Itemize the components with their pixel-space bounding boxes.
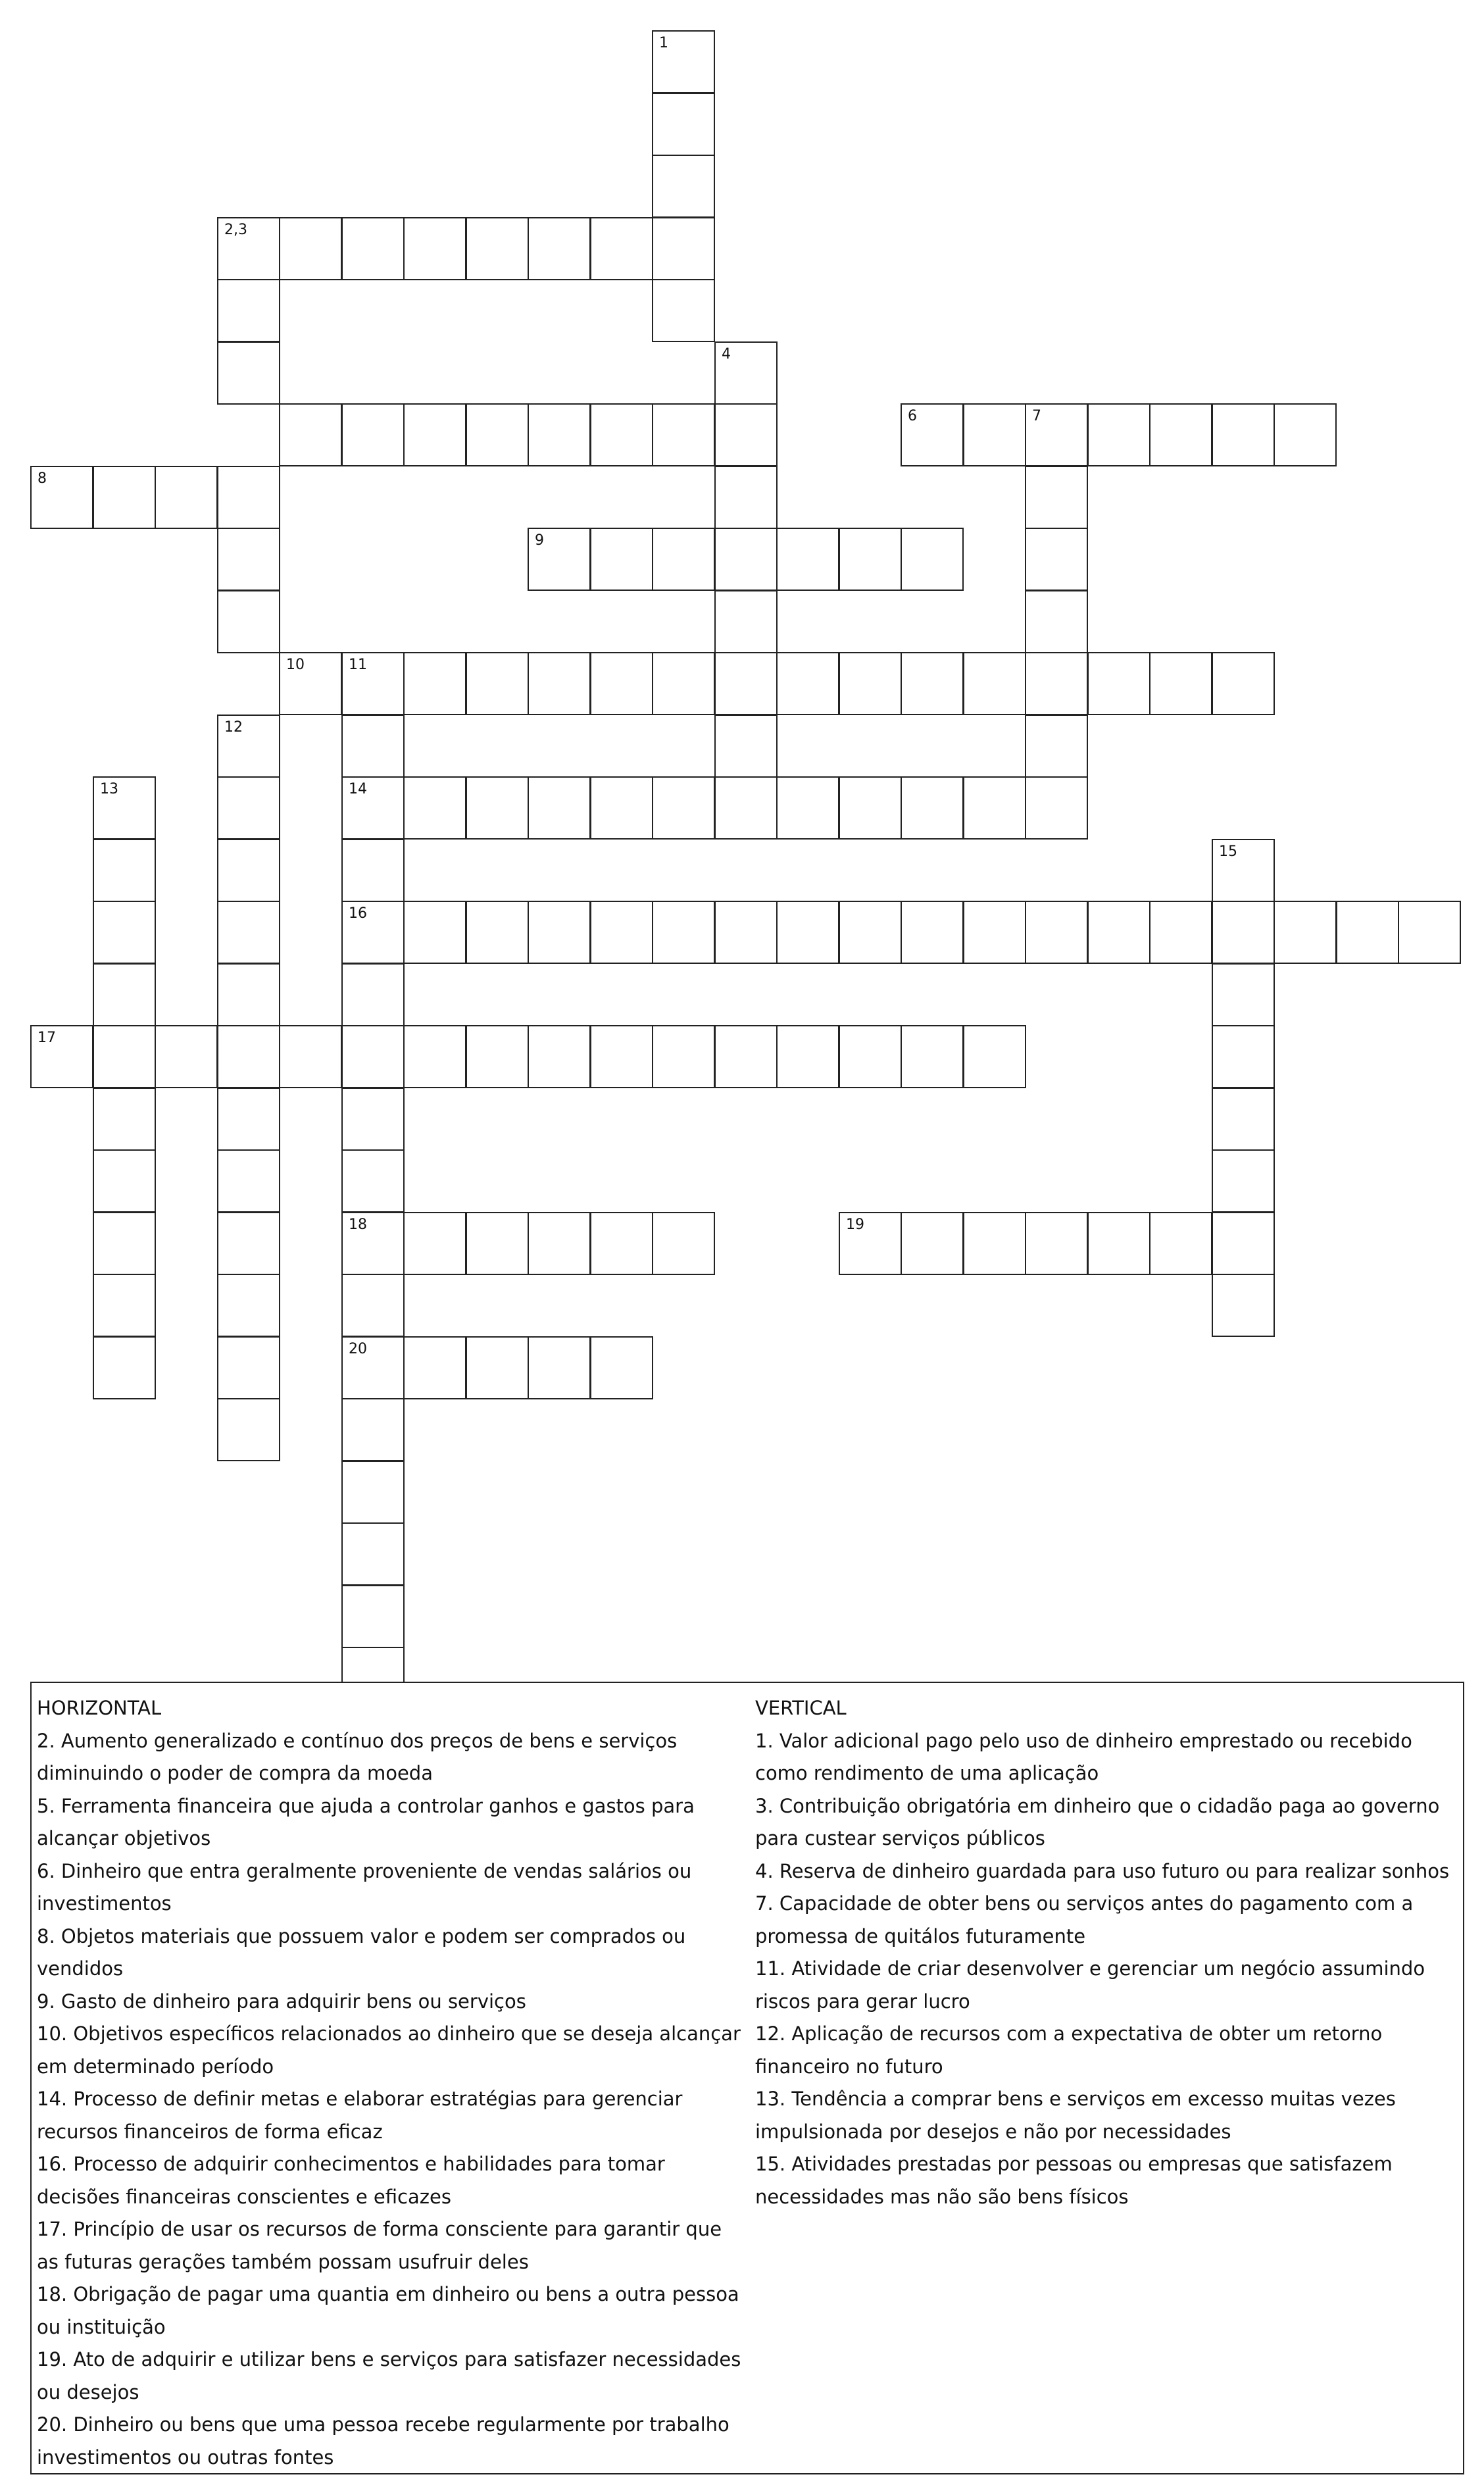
clue-vertical-7: 7. Capacidade de obter bens ou serviços antes do pagamento com a promessa de quitálos futuramente [755, 1892, 1414, 1947]
crossword-cell[interactable] [652, 93, 715, 156]
crossword-cell[interactable] [1212, 963, 1275, 1026]
crossword-cell[interactable] [901, 776, 964, 840]
crossword-cell[interactable] [217, 1212, 280, 1275]
crossword-cell[interactable] [1025, 466, 1088, 529]
crossword-cell[interactable] [776, 1025, 839, 1088]
crossword-cell[interactable] [528, 901, 591, 964]
vertical-clues [755, 1692, 1459, 2213]
clue-number: 8 [37, 470, 47, 487]
crossword-cell[interactable] [901, 528, 964, 591]
crossword-cell[interactable] [652, 1025, 715, 1088]
crossword-cell[interactable] [93, 1212, 156, 1275]
crossword-cell[interactable] [217, 590, 280, 653]
crossword-cell[interactable] [93, 839, 156, 902]
crossword-cell[interactable] [1212, 652, 1275, 715]
clue-vertical-12: 12. Aplicação de recursos com a expectativa de obter um retorno financeiro no futuro [755, 2022, 1383, 2078]
crossword-cell[interactable] [341, 403, 405, 466]
crossword-cell[interactable] [963, 1212, 1026, 1275]
crossword-cell[interactable] [1149, 901, 1212, 964]
clue-horizontal-6: 6. Dinheiro que entra geralmente proveniente de vendas salários ou investimentos [37, 1859, 692, 1915]
crossword-cell[interactable] [341, 1522, 405, 1586]
clue-number: 6 [908, 408, 917, 424]
crossword-cell[interactable] [652, 901, 715, 964]
clue-number: 17 [37, 1030, 56, 1046]
crossword-cell[interactable] [217, 1025, 280, 1088]
clue-horizontal-17: 17. Princípio de usar os recursos de forma consciente para garantir que as futuras gerações também possam usufruir deles [37, 2218, 722, 2273]
crossword-cell[interactable] [341, 1212, 405, 1275]
crossword-cell[interactable] [466, 1025, 529, 1088]
crossword-cell[interactable] [466, 1212, 529, 1275]
crossword-cell[interactable] [341, 901, 405, 964]
clue-number: 13 [100, 781, 118, 797]
crossword-cell[interactable] [590, 1212, 653, 1275]
crossword-cell[interactable] [30, 1025, 93, 1088]
crossword-cell[interactable] [217, 1088, 280, 1151]
crossword-cell[interactable] [217, 1149, 280, 1213]
crossword-cell[interactable] [652, 30, 715, 93]
crossword-cell[interactable] [528, 217, 591, 280]
crossword-cell[interactable] [590, 1025, 653, 1088]
crossword-cell[interactable] [528, 1212, 591, 1275]
clue-number: 18 [349, 1217, 367, 1233]
crossword-cell[interactable] [528, 1336, 591, 1399]
crossword-cell[interactable] [403, 776, 466, 840]
crossword-cell[interactable] [839, 528, 902, 591]
crossword-cell[interactable] [714, 715, 778, 778]
clue-number: 12 [224, 719, 243, 736]
crossword-cell[interactable] [341, 1336, 405, 1399]
crossword-cell[interactable] [466, 776, 529, 840]
crossword-cell[interactable] [1149, 652, 1212, 715]
crossword-cell[interactable] [590, 776, 653, 840]
crossword-cell[interactable] [1149, 1212, 1212, 1275]
crossword-cell[interactable] [341, 217, 405, 280]
crossword-cell[interactable] [217, 963, 280, 1026]
clue-horizontal-18: 18. Obrigação de pagar uma quantia em dinheiro ou bens a outra pessoa ou instituição [37, 2283, 739, 2338]
crossword-cell[interactable] [279, 1025, 342, 1088]
clue-number: 15 [1219, 843, 1237, 860]
clue-horizontal-20: 20. Dinheiro ou bens que uma pessoa recebe regularmente por trabalho investimentos ou outras fontes [37, 2413, 730, 2469]
crossword-cell[interactable] [466, 1336, 529, 1399]
crossword-cell[interactable] [1025, 652, 1088, 715]
crossword-cell[interactable] [341, 1149, 405, 1213]
clue-vertical-4: 4. Reserva de dinheiro guardada para uso futuro ou para realizar sonhos [755, 1859, 1450, 1882]
crossword-cell[interactable] [217, 715, 280, 778]
crossword-cell[interactable] [403, 652, 466, 715]
crossword-cell[interactable] [901, 403, 964, 466]
crossword-cell[interactable] [217, 528, 280, 591]
crossword-cell[interactable] [839, 1025, 902, 1088]
clue-number: 14 [349, 781, 367, 797]
crossword-cell[interactable] [1212, 1212, 1275, 1275]
crossword-cell[interactable] [279, 652, 342, 715]
crossword-cell[interactable] [341, 1461, 405, 1524]
crossword-cell[interactable] [466, 652, 529, 715]
crossword-cell[interactable] [528, 403, 591, 466]
crossword-cell[interactable] [1212, 1274, 1275, 1337]
crossword-cell[interactable] [93, 1149, 156, 1213]
crossword-cell[interactable] [341, 1585, 405, 1648]
crossword-cell[interactable] [1212, 403, 1275, 466]
crossword-cell[interactable] [217, 776, 280, 840]
crossword-cell[interactable] [590, 403, 653, 466]
clue-number: 9 [535, 532, 544, 549]
crossword-cell[interactable] [217, 901, 280, 964]
clue-horizontal-19: 19. Ato de adquirir e utilizar bens e serviços para satisfazer necessidades ou desejos [37, 2348, 741, 2403]
crossword-cell[interactable] [341, 652, 405, 715]
crossword-cell[interactable] [93, 1336, 156, 1399]
clue-number: 4 [722, 346, 731, 363]
crossword-cell[interactable] [963, 403, 1026, 466]
clue-number: 20 [349, 1341, 367, 1357]
crossword-cell[interactable] [1087, 403, 1150, 466]
crossword-cell[interactable] [217, 466, 280, 529]
clue-vertical-11: 11. Atividade de criar desenvolver e gerenciar um negócio assumindo riscos para gerar lucro [755, 1957, 1425, 2013]
crossword-cell[interactable] [776, 776, 839, 840]
clue-horizontal-9: 9. Gasto de dinheiro para adquirir bens ou serviços [37, 1990, 526, 2013]
crossword-cell[interactable] [714, 652, 778, 715]
crossword-cell[interactable] [1025, 528, 1088, 591]
crossword-cell[interactable] [590, 217, 653, 280]
crossword-cell[interactable] [403, 901, 466, 964]
crossword-cell[interactable] [1025, 901, 1088, 964]
crossword-cell[interactable] [217, 217, 280, 280]
crossword-cell[interactable] [403, 1025, 466, 1088]
crossword-cell[interactable] [652, 528, 715, 591]
clue-number: 16 [349, 905, 367, 922]
crossword-cell[interactable] [714, 341, 778, 405]
crossword-cell[interactable] [341, 1274, 405, 1337]
crossword-cell[interactable] [590, 652, 653, 715]
clue-vertical-3: 3. Contribuição obrigatória em dinheiro que o cidadão paga ao governo para custear serviços públicos [755, 1794, 1440, 1849]
vertical-heading: VERTICAL [755, 1697, 847, 1719]
crossword-cell[interactable] [403, 403, 466, 466]
crossword-cell[interactable] [652, 1212, 715, 1275]
crossword-cell[interactable] [1398, 901, 1461, 964]
crossword-cell[interactable] [217, 341, 280, 405]
clue-vertical-15: 15. Atividades prestadas por pessoas ou empresas que satisfazem necessidades mas não são bens físicos [755, 2153, 1393, 2208]
crossword-cell[interactable] [776, 652, 839, 715]
crossword-cell[interactable] [528, 776, 591, 840]
crossword-cell[interactable] [963, 1025, 1026, 1088]
clue-horizontal-8: 8. Objetos materiais que possuem valor e podem ser comprados ou vendidos [37, 1924, 686, 1980]
crossword-cell[interactable] [466, 403, 529, 466]
crossword-cell[interactable] [155, 466, 218, 529]
crossword-cell[interactable] [714, 466, 778, 529]
crossword-cell[interactable] [901, 1212, 964, 1275]
crossword-cell[interactable] [341, 1025, 405, 1088]
crossword-cell[interactable] [93, 1274, 156, 1337]
crossword-cell[interactable] [963, 901, 1026, 964]
clue-number: 19 [846, 1217, 864, 1233]
crossword-cell[interactable] [652, 217, 715, 280]
crossword-cell[interactable] [1212, 1025, 1275, 1088]
crossword-cell[interactable] [714, 590, 778, 653]
crossword-cell[interactable] [341, 963, 405, 1026]
crossword-cell[interactable] [652, 776, 715, 840]
crossword-cell[interactable] [93, 1025, 156, 1088]
crossword-cell[interactable] [341, 1088, 405, 1151]
crossword-cell[interactable] [1149, 403, 1212, 466]
clue-number: 10 [286, 657, 305, 673]
crossword-cell[interactable] [963, 776, 1026, 840]
crossword-cell[interactable] [1212, 839, 1275, 902]
crossword-cell[interactable] [1087, 1212, 1150, 1275]
clue-horizontal-10: 10. Objetivos específicos relacionados ao dinheiro que se deseja alcançar em determinado período [37, 2022, 741, 2078]
crossword-cell[interactable] [466, 901, 529, 964]
crossword-cell[interactable] [1025, 715, 1088, 778]
crossword-cell[interactable] [590, 528, 653, 591]
crossword-cell[interactable] [93, 1088, 156, 1151]
crossword-cell[interactable] [30, 466, 93, 529]
clue-number: 7 [1032, 408, 1041, 424]
clue-horizontal-14: 14. Processo de definir metas e elaborar estratégias para gerenciar recursos financeiros de forma eficaz [37, 2088, 683, 2143]
crossword-cell[interactable] [901, 901, 964, 964]
crossword-cell[interactable] [279, 217, 342, 280]
crossword-cell[interactable] [528, 1025, 591, 1088]
crossword-cell[interactable] [963, 652, 1026, 715]
horizontal-clues [37, 1692, 747, 2474]
crossword-cell[interactable] [217, 1398, 280, 1461]
clue-horizontal-5: 5. Ferramenta financeira que ajuda a controlar ganhos e gastos para alcançar objetivos [37, 1794, 695, 1849]
crossword-cell[interactable] [590, 1336, 653, 1399]
crossword-cell[interactable] [652, 652, 715, 715]
crossword-cell[interactable] [1025, 776, 1088, 840]
crossword-cell[interactable] [652, 155, 715, 218]
crossword-cell[interactable] [839, 1212, 902, 1275]
clue-horizontal-16: 16. Processo de adquirir conhecimentos e habilidades para tomar decisões financeiras conscientes e eficazes [37, 2153, 665, 2208]
crossword-cell[interactable] [528, 652, 591, 715]
crossword-cell[interactable] [901, 652, 964, 715]
clue-number: 11 [349, 657, 367, 673]
crossword-cell[interactable] [93, 963, 156, 1026]
crossword-cell[interactable] [714, 901, 778, 964]
crossword-cell[interactable] [1087, 901, 1150, 964]
crossword-cell[interactable] [403, 217, 466, 280]
crossword-cell[interactable] [590, 901, 653, 964]
crossword-cell[interactable] [776, 528, 839, 591]
crossword-cell[interactable] [403, 1336, 466, 1399]
crossword-cell[interactable] [1025, 1212, 1088, 1275]
crossword-cell[interactable] [714, 528, 778, 591]
crossword-cell[interactable] [341, 715, 405, 778]
crossword-cell[interactable] [714, 1025, 778, 1088]
crossword-cell[interactable] [155, 1025, 218, 1088]
clues-panel [30, 1682, 1464, 2474]
crossword-cell[interactable] [839, 901, 902, 964]
crossword-cell[interactable] [279, 403, 342, 466]
crossword-cell[interactable] [1087, 652, 1150, 715]
crossword-cell[interactable] [1025, 590, 1088, 653]
crossword-cell[interactable] [341, 1398, 405, 1461]
crossword-cell[interactable] [652, 403, 715, 466]
clue-number: 2,3 [224, 222, 247, 238]
clue-horizontal-2: 2. Aumento generalizado e contínuo dos preços de bens e serviços diminuindo o poder de compra da moeda [37, 1729, 678, 1784]
clue-number: 1 [659, 35, 668, 51]
crossword-cell[interactable] [1212, 1149, 1275, 1213]
crossword-cell[interactable] [217, 279, 280, 342]
crossword-cell[interactable] [1274, 403, 1337, 466]
crossword-cell[interactable] [217, 839, 280, 902]
crossword-cell[interactable] [1212, 1088, 1275, 1151]
crossword-cell[interactable] [839, 652, 902, 715]
crossword-cell[interactable] [341, 776, 405, 840]
clue-vertical-13: 13. Tendência a comprar bens e serviços em excesso muitas vezes impulsionada por desejos e não por necessidades [755, 2088, 1396, 2143]
crossword-cell[interactable] [776, 901, 839, 964]
horizontal-heading: HORIZONTAL [37, 1697, 162, 1719]
crossword-cell[interactable] [1336, 901, 1399, 964]
crossword-cell[interactable] [1025, 403, 1088, 466]
crossword-cell[interactable] [714, 403, 778, 466]
crossword-cell[interactable] [93, 901, 156, 964]
crossword-cell[interactable] [403, 1212, 466, 1275]
crossword-cell[interactable] [93, 466, 156, 529]
crossword-cell[interactable] [341, 839, 405, 902]
crossword-cell[interactable] [466, 217, 529, 280]
crossword-cell[interactable] [93, 776, 156, 840]
crossword-cell[interactable] [1274, 901, 1337, 964]
crossword-cell[interactable] [714, 776, 778, 840]
crossword-cell[interactable] [839, 776, 902, 840]
crossword-cell[interactable] [652, 279, 715, 342]
crossword-cell[interactable] [528, 528, 591, 591]
crossword-cell[interactable] [1212, 901, 1275, 964]
crossword-cell[interactable] [217, 1336, 280, 1399]
clue-vertical-1: 1. Valor adicional pago pelo uso de dinheiro emprestado ou recebido como rendimento de uma aplicação [755, 1729, 1412, 1784]
crossword-cell[interactable] [901, 1025, 964, 1088]
crossword-cell[interactable] [217, 1274, 280, 1337]
